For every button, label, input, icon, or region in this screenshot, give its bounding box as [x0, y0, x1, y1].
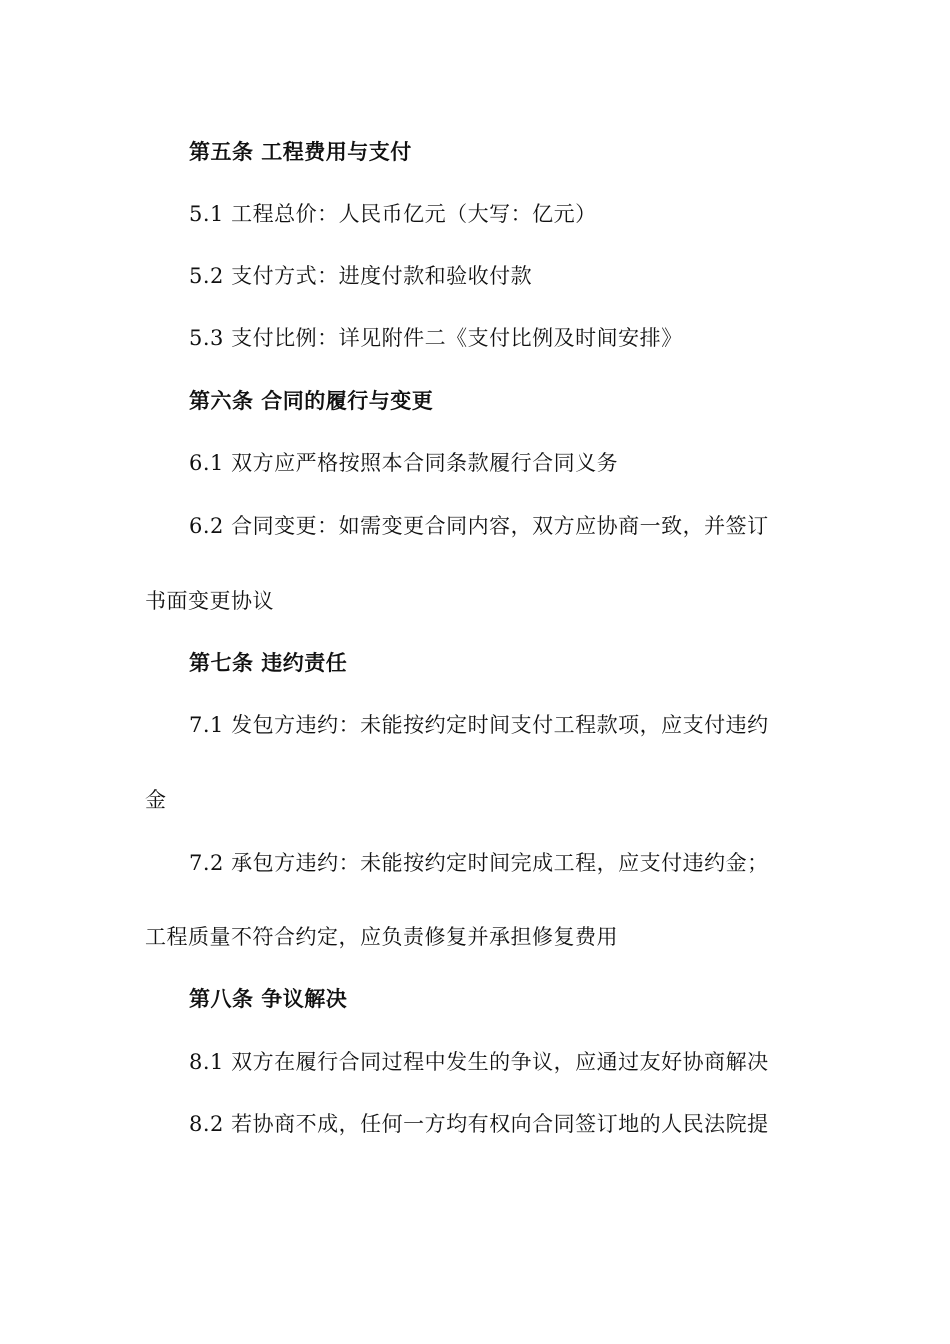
section-heading-6: 第六条 合同的履行与变更 — [189, 389, 434, 413]
clause-7-1-line-2: 金 — [145, 788, 167, 812]
clause-7-2-line-2: 工程质量不符合约定，应负责修复并承担修复费用 — [145, 925, 618, 949]
clause-7-2-line-1: 7.2 承包方违约：未能按约定时间完成工程，应支付违约金； — [189, 851, 769, 875]
section-heading-7: 第七条 违约责任 — [189, 651, 348, 675]
section-heading-8: 第八条 争议解决 — [189, 987, 348, 1011]
clause-8-2: 8.2 若协商不成，任何一方均有权向合同签订地的人民法院提 — [189, 1112, 769, 1136]
clause-6-2-line-1: 6.2 合同变更：如需变更合同内容，双方应协商一致，并签订 — [189, 514, 769, 538]
clause-8-1: 8.1 双方在履行合同过程中发生的争议，应通过友好协商解决 — [189, 1050, 769, 1074]
clause-6-1: 6.1 双方应严格按照本合同条款履行合同义务 — [189, 451, 619, 475]
clause-5-2: 5.2 支付方式：进度付款和验收付款 — [189, 264, 533, 288]
clause-6-2-line-2: 书面变更协议 — [145, 589, 274, 613]
section-heading-5: 第五条 工程费用与支付 — [189, 140, 412, 164]
clause-7-1-line-1: 7.1 发包方违约：未能按约定时间支付工程款项，应支付违约 — [189, 713, 769, 737]
clause-5-3: 5.3 支付比例：详见附件二《支付比例及时间安排》 — [189, 326, 683, 350]
clause-5-1: 5.1 工程总价：人民币亿元（大写：亿元） — [189, 202, 597, 226]
